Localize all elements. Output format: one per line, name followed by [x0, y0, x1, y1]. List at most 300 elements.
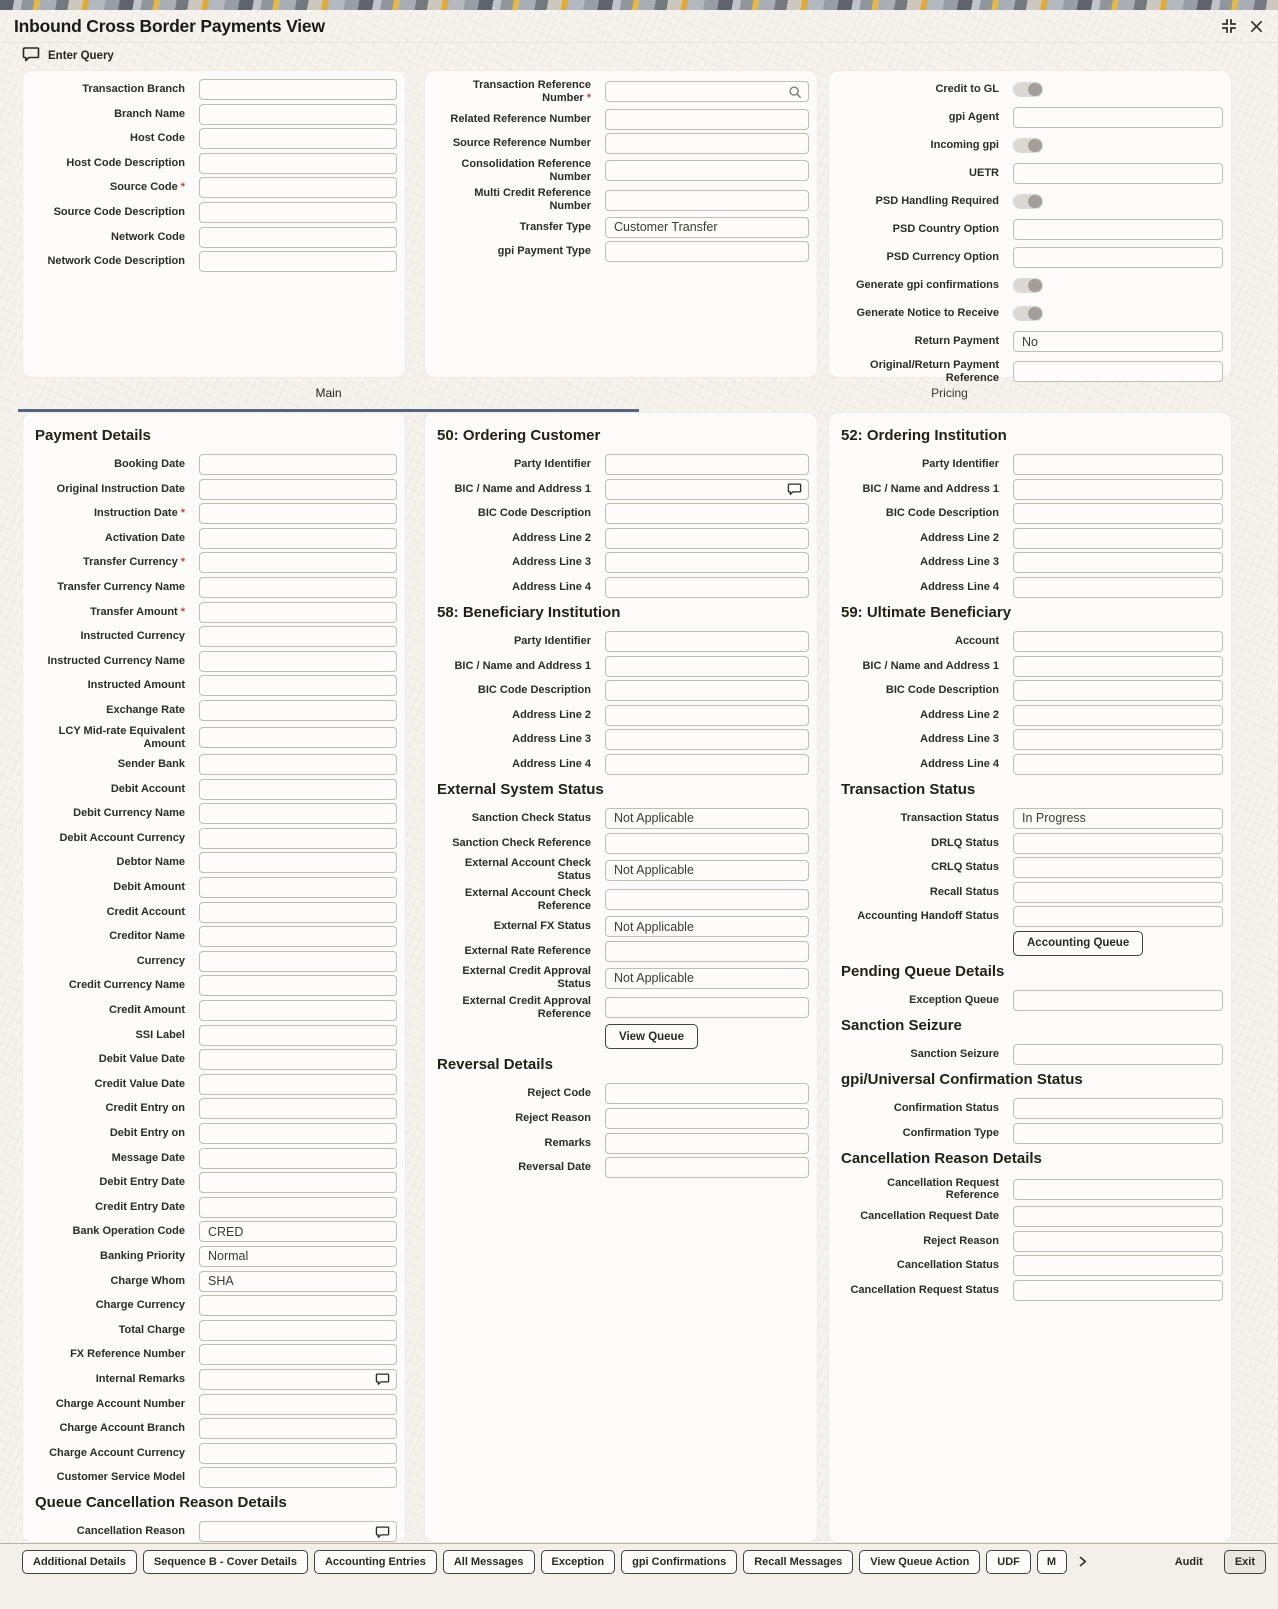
address-line-2-input[interactable] [1013, 528, 1223, 549]
field-row [433, 995, 809, 1021]
return-payment-input[interactable] [1013, 331, 1223, 352]
field-row [31, 902, 397, 923]
field-row [31, 1369, 397, 1390]
field-row [31, 202, 397, 223]
original-instruction-date-input[interactable] [199, 479, 397, 500]
field-row [31, 852, 397, 873]
ssi-label-input[interactable] [199, 1025, 397, 1046]
field-label-text: BIC Code Description [885, 507, 999, 520]
confirmation-type-input[interactable] [1013, 1123, 1223, 1144]
field-label-text: Confirmation Type [902, 1126, 999, 1139]
field-row [433, 916, 809, 937]
field-label-address-line-2 [433, 532, 605, 545]
field-label-source-code-description [31, 206, 199, 219]
bic-code-description-input[interactable] [1013, 680, 1223, 701]
field-label-transfer-currency [31, 556, 199, 569]
exception-button[interactable]: Exception [541, 1550, 616, 1574]
field-row [837, 705, 1223, 726]
field-label-text: UETR [969, 167, 999, 180]
cancellation-request-reference-input[interactable] [1013, 1179, 1223, 1200]
cancellation-request-status-input[interactable] [1013, 1280, 1223, 1301]
section-title-reversal-details: Reversal Details [437, 1056, 553, 1074]
field-label-party-identifier [837, 458, 1013, 471]
customer-service-model-input[interactable] [199, 1467, 397, 1488]
charge-whom-input[interactable] [199, 1271, 397, 1292]
sender-bank-input[interactable] [199, 754, 397, 775]
crlq-status-input[interactable] [1013, 857, 1223, 878]
field-row [433, 1083, 809, 1104]
field-label-text: Bank Operation Code [72, 1225, 185, 1238]
lcy-mid-rate-equivalent-amount-input[interactable] [199, 727, 397, 748]
field-row [31, 79, 397, 100]
field-row [31, 1123, 397, 1144]
address-line-3-input[interactable] [605, 552, 809, 573]
field-label-text: Instructed Amount [87, 679, 185, 692]
instruction-date-input[interactable] [199, 503, 397, 524]
view-queue-button[interactable]: View Queue [605, 1024, 698, 1049]
section-title-gpi-universal-confirmation-status: gpi/Universal Confirmation Status [841, 1070, 1083, 1088]
psd-handling-required-toggle[interactable] [1013, 194, 1043, 209]
bic-code-description-input[interactable] [1013, 503, 1223, 524]
field-label-confirmation-type [837, 1127, 1013, 1140]
related-reference-number-input[interactable] [605, 109, 809, 130]
instructed-currency-name-input[interactable] [199, 651, 397, 672]
field-row [31, 454, 397, 475]
field-label-text: Sender Bank [117, 758, 185, 771]
field-row [433, 1024, 809, 1049]
cancellation-reason-input[interactable] [199, 1521, 397, 1542]
host-code-description-input[interactable] [199, 153, 397, 174]
address-line-3-input[interactable] [1013, 552, 1223, 573]
transfer-type-input[interactable] [605, 217, 809, 238]
external-credit-approval-status-input[interactable] [605, 968, 809, 989]
reject-reason-input[interactable] [605, 1108, 809, 1129]
required-marker: * [586, 91, 591, 104]
field-label-bank-operation-code [31, 1225, 199, 1238]
address-line-3-input[interactable] [1013, 729, 1223, 750]
external-credit-approval-reference-input[interactable] [605, 997, 809, 1018]
field-row [837, 552, 1223, 573]
field-label-text: Sanction Seizure [910, 1047, 999, 1060]
field-row [433, 887, 809, 913]
credit-entry-date-input[interactable] [199, 1197, 397, 1218]
accounting-entries-button[interactable]: Accounting Entries [314, 1550, 437, 1574]
field-row [837, 729, 1223, 750]
debit-entry-date-input[interactable] [199, 1172, 397, 1193]
bic-name-and-address-1-input[interactable] [605, 656, 809, 677]
external-account-check-status-input[interactable] [605, 860, 809, 881]
field-row [837, 303, 1223, 324]
transaction-status-input[interactable] [1013, 808, 1223, 829]
message-date-input[interactable] [199, 1148, 397, 1169]
section-title-58-beneficiary-institution: 58: Beneficiary Institution [437, 603, 621, 621]
field-label-text: Original/Return Payment Reference [870, 359, 999, 384]
bank-operation-code-input[interactable] [199, 1221, 397, 1242]
enter-query-bar[interactable] [22, 45, 114, 67]
field-row [31, 1344, 397, 1365]
field-label-text: Reject Reason [923, 1234, 999, 1247]
instructed-currency-input[interactable] [199, 626, 397, 647]
additional-details-button[interactable]: Additional Details [22, 1550, 137, 1574]
field-label-text: Banking Priority [100, 1249, 185, 1262]
instructed-amount-input[interactable] [199, 675, 397, 696]
field-label-related-reference-number [433, 113, 605, 126]
address-line-4-input[interactable] [605, 754, 809, 775]
expand-icon[interactable] [1221, 18, 1237, 34]
section-title-transaction-status: Transaction Status [841, 780, 976, 798]
external-account-check-reference-input[interactable] [605, 889, 809, 910]
sanction-seizure-input[interactable] [1013, 1044, 1223, 1065]
bic-name-and-address-1-input[interactable] [1013, 479, 1223, 500]
field-label-text: Debit Entry Date [99, 1176, 185, 1189]
field-row [31, 1025, 397, 1046]
title-bar [0, 10, 1278, 43]
all-messages-button[interactable]: All Messages [443, 1550, 535, 1574]
comment-icon[interactable] [787, 483, 802, 496]
address-line-4-input[interactable] [1013, 754, 1223, 775]
transfer-currency-input[interactable] [199, 552, 397, 573]
field-label-text: Customer Service Model [56, 1471, 185, 1484]
field-row [837, 219, 1223, 240]
field-label-text: Credit Account [106, 905, 185, 918]
bic-name-and-address-1-input[interactable] [1013, 656, 1223, 677]
field-label-debtor-name [31, 856, 199, 869]
field-row [31, 1148, 397, 1169]
field-row [31, 1394, 397, 1415]
field-row [837, 833, 1223, 854]
exchange-rate-input[interactable] [199, 700, 397, 721]
recall-status-input[interactable] [1013, 882, 1223, 903]
field-label-debit-currency-name [31, 807, 199, 820]
field-row [433, 705, 809, 726]
field-label-transfer-currency-name [31, 581, 199, 594]
creditor-name-input[interactable] [199, 926, 397, 947]
cancellation-status-input[interactable] [1013, 1255, 1223, 1276]
tab-main-label: Main [315, 386, 342, 400]
search-icon[interactable] [788, 85, 802, 99]
field-label-gpi-agent [837, 111, 1013, 124]
field-label-consolidation-reference-number [433, 158, 605, 184]
address-line-4-input[interactable] [605, 577, 809, 598]
field-row [837, 754, 1223, 775]
reject-code-input[interactable] [605, 1083, 809, 1104]
address-line-2-input[interactable] [605, 705, 809, 726]
activation-date-input[interactable] [199, 528, 397, 549]
party-identifier-input[interactable] [605, 454, 809, 475]
audit-button[interactable]: Audit [1164, 1550, 1214, 1574]
field-label-reject-reason [837, 1235, 1013, 1248]
field-label-debit-account-currency [31, 832, 199, 845]
external-fx-status-input[interactable] [605, 916, 809, 937]
field-label-text: Confirmation Status [893, 1101, 999, 1114]
field-row [31, 528, 397, 549]
tab-pricing-label: Pricing [931, 386, 968, 400]
field-row [433, 79, 809, 105]
field-label-text: Charge Whom [110, 1274, 185, 1287]
field-label-network-code-description [31, 255, 199, 268]
field-row [837, 1177, 1223, 1203]
field-row [31, 1467, 397, 1488]
charge-account-number-input[interactable] [199, 1394, 397, 1415]
field-label-text: BIC Code Description [885, 684, 999, 697]
field-row [31, 1049, 397, 1070]
field-label-instruction-date [31, 507, 199, 520]
ordering-customer-column [424, 412, 818, 1543]
field-row [31, 1074, 397, 1095]
network-code-description-input[interactable] [199, 251, 397, 272]
view-queue-action-button[interactable]: View Queue Action [859, 1550, 980, 1574]
field-row [837, 1123, 1223, 1144]
debit-amount-input[interactable] [199, 877, 397, 898]
address-line-3-input[interactable] [605, 729, 809, 750]
transaction-reference-number-input[interactable] [605, 81, 809, 102]
field-row [31, 803, 397, 824]
field-label-address-line-2 [433, 709, 605, 722]
field-label-address-line-4 [837, 581, 1013, 594]
field-row [433, 217, 809, 238]
field-label-creditor-name [31, 930, 199, 943]
gpi-agent-input[interactable] [1013, 107, 1223, 128]
sanction-check-reference-input[interactable] [605, 833, 809, 854]
field-label-debit-amount [31, 881, 199, 894]
field-label-text: BIC Code Description [477, 507, 591, 520]
field-label-address-line-3 [433, 556, 605, 569]
field-label-text: Related Reference Number [450, 112, 591, 125]
field-label-lcy-mid-rate-equivalent-amount [31, 725, 199, 751]
field-row [31, 828, 397, 849]
field-label-psd-country-option [837, 223, 1013, 236]
debit-entry-on-input[interactable] [199, 1123, 397, 1144]
debit-account-input[interactable] [199, 779, 397, 800]
field-label-text: Credit Currency Name [68, 979, 185, 992]
field-label-text: Network Code [111, 230, 185, 243]
field-row [31, 1221, 397, 1242]
gpi-payment-type-input[interactable] [605, 241, 809, 262]
field-row [837, 135, 1223, 156]
field-label-text: Transaction Reference Number [473, 79, 591, 104]
sanction-check-status-input[interactable] [605, 808, 809, 829]
field-row [837, 680, 1223, 701]
recall-messages-button[interactable]: Recall Messages [743, 1550, 853, 1574]
field-label-address-line-3 [837, 733, 1013, 746]
field-row [433, 1157, 809, 1178]
toggle-knob [1028, 279, 1042, 292]
tab-pricing[interactable] [639, 378, 1260, 412]
field-label-text: Creditor Name [109, 930, 185, 943]
field-row [837, 906, 1223, 927]
comment-icon [22, 46, 40, 67]
field-label-address-line-2 [837, 532, 1013, 545]
required-marker: * [180, 507, 185, 520]
field-label-text: BIC / Name and Address 1 [454, 482, 591, 495]
field-label-text: Instructed Currency Name [47, 654, 185, 667]
party-identifier-input[interactable] [605, 631, 809, 652]
exit-button[interactable]: Exit [1224, 1550, 1266, 1574]
field-label-external-credit-approval-status [433, 965, 605, 991]
field-row [31, 552, 397, 573]
field-label-text: Network Code Description [47, 255, 185, 268]
field-label-text: SSI Label [135, 1028, 185, 1041]
credit-currency-name-input[interactable] [199, 975, 397, 996]
reject-reason-input[interactable] [1013, 1231, 1223, 1252]
field-label-bic-code-description [837, 684, 1013, 697]
close-icon[interactable] [1249, 19, 1264, 34]
source-code-description-input[interactable] [199, 202, 397, 223]
source-reference-number-input[interactable] [605, 133, 809, 154]
field-label-text: Cancellation Reason [76, 1525, 185, 1538]
psd-country-option-input[interactable] [1013, 219, 1223, 240]
field-label-bic-name-and-address-1 [837, 660, 1013, 673]
account-input[interactable] [1013, 631, 1223, 652]
accounting-handoff-status-input[interactable] [1013, 906, 1223, 927]
field-label-debit-account [31, 783, 199, 796]
bic-name-and-address-1-input[interactable] [605, 479, 809, 500]
field-label-confirmation-status [837, 1102, 1013, 1115]
transfer-amount-input[interactable] [199, 602, 397, 623]
field-label-drlq-status [837, 837, 1013, 850]
address-line-2-input[interactable] [1013, 705, 1223, 726]
field-label-text: Total Charge [118, 1323, 185, 1336]
field-row [837, 990, 1223, 1011]
debit-account-currency-input[interactable] [199, 828, 397, 849]
field-label-accounting-handoff-status [837, 910, 1013, 923]
transaction-panel [22, 70, 406, 378]
remarks-input[interactable] [605, 1133, 809, 1154]
charge-account-branch-input[interactable] [199, 1418, 397, 1439]
incoming-gpi-toggle[interactable] [1013, 138, 1043, 153]
accounting-queue-button[interactable]: Accounting Queue [1013, 931, 1143, 956]
field-label-text: Currency [136, 954, 185, 967]
field-label-text: Transfer Currency [82, 556, 178, 569]
transaction-branch-input[interactable] [199, 79, 397, 100]
credit-value-date-input[interactable] [199, 1074, 397, 1095]
field-row [837, 331, 1223, 352]
multi-credit-reference-number-input[interactable] [605, 190, 809, 211]
field-label-text: Exception Queue [909, 993, 999, 1006]
field-label-party-identifier [433, 458, 605, 471]
field-label-address-line-3 [837, 556, 1013, 569]
field-label-text: Address Line 4 [512, 580, 591, 593]
required-marker: * [180, 556, 185, 569]
gpi-confirmations-button[interactable]: gpi Confirmations [621, 1550, 737, 1574]
field-label-text: Sanction Check Reference [452, 836, 591, 849]
charge-account-currency-input[interactable] [199, 1443, 397, 1464]
party-identifier-input[interactable] [1013, 454, 1223, 475]
internal-remarks-input[interactable] [199, 1369, 397, 1390]
field-label-text: External Credit Approval Reference [462, 994, 591, 1020]
drlq-status-input[interactable] [1013, 833, 1223, 854]
section-title-52-ordering-institution: 52: Ordering Institution [841, 427, 1007, 444]
field-row [837, 107, 1223, 128]
uetr-input[interactable] [1013, 163, 1223, 184]
comment-icon[interactable] [375, 1373, 390, 1386]
field-label-text: Activation Date [104, 531, 185, 544]
field-label-crlq-status [837, 861, 1013, 874]
address-line-2-input[interactable] [605, 528, 809, 549]
credit-to-gl-toggle[interactable] [1013, 82, 1043, 97]
field-label-text: Multi Credit Reference Number [474, 187, 591, 213]
host-code-input[interactable] [199, 128, 397, 149]
generate-notice-to-receive-toggle[interactable] [1013, 306, 1043, 321]
debit-value-date-input[interactable] [199, 1049, 397, 1070]
tab-main[interactable] [18, 378, 639, 412]
sequence-b-cover-details-button[interactable]: Sequence B - Cover Details [143, 1550, 308, 1574]
reversal-date-input[interactable] [605, 1157, 809, 1178]
psd-currency-option-input[interactable] [1013, 247, 1223, 268]
confirmation-status-input[interactable] [1013, 1098, 1223, 1119]
comment-icon[interactable] [375, 1525, 390, 1538]
address-line-4-input[interactable] [1013, 577, 1223, 598]
debtor-name-input[interactable] [199, 852, 397, 873]
currency-input[interactable] [199, 951, 397, 972]
banking-priority-input[interactable] [199, 1246, 397, 1267]
field-row [837, 1206, 1223, 1227]
field-label-charge-account-branch [31, 1422, 199, 1435]
charge-currency-input[interactable] [199, 1295, 397, 1316]
transfer-currency-name-input[interactable] [199, 577, 397, 598]
fx-reference-number-input[interactable] [199, 1344, 397, 1365]
field-label-text: Cancellation Request Reference [887, 1176, 999, 1202]
field-label-return-payment [837, 335, 1013, 348]
credit-entry-on-input[interactable] [199, 1098, 397, 1119]
bic-code-description-input[interactable] [605, 680, 809, 701]
debit-currency-name-input[interactable] [199, 803, 397, 824]
exception-queue-input[interactable] [1013, 990, 1223, 1011]
field-label-sanction-seizure [837, 1048, 1013, 1061]
field-row [433, 479, 809, 500]
credit-account-input[interactable] [199, 902, 397, 923]
cancellation-request-date-input[interactable] [1013, 1206, 1223, 1227]
external-rate-reference-input[interactable] [605, 941, 809, 962]
field-label-reject-reason [433, 1112, 605, 1125]
network-code-input[interactable] [199, 227, 397, 248]
field-label-address-line-2 [837, 709, 1013, 722]
credit-amount-input[interactable] [199, 1000, 397, 1021]
bic-code-description-input[interactable] [605, 503, 809, 524]
field-row [433, 857, 809, 883]
total-charge-input[interactable] [199, 1320, 397, 1341]
booking-date-input[interactable] [199, 454, 397, 475]
field-label-external-fx-status [433, 920, 605, 933]
generate-gpi-confirmations-toggle[interactable] [1013, 278, 1043, 293]
field-row [837, 1098, 1223, 1119]
field-label-host-code [31, 132, 199, 145]
field-label-text: Cancellation Status [896, 1259, 999, 1272]
field-row [433, 1133, 809, 1154]
m-button[interactable]: M [1037, 1550, 1067, 1574]
field-label-message-date [31, 1152, 199, 1165]
field-row [31, 626, 397, 647]
chevron-right-icon[interactable] [1076, 1555, 1089, 1568]
bottom-toolbar [0, 1543, 1278, 1609]
field-row [433, 941, 809, 962]
branch-name-input[interactable] [199, 104, 397, 125]
udf-button[interactable]: UDF [986, 1550, 1031, 1574]
field-label-host-code-description [31, 157, 199, 170]
field-label-reject-code [433, 1087, 605, 1100]
field-label-text: Reject Code [527, 1087, 591, 1100]
field-label-text: PSD Currency Option [886, 251, 999, 264]
consolidation-reference-number-input[interactable] [605, 160, 809, 181]
required-marker: * [180, 181, 185, 194]
enter-query-label: Enter Query [48, 50, 114, 62]
field-label-debit-value-date [31, 1053, 199, 1066]
field-label-branch-name [31, 108, 199, 121]
source-code-input[interactable] [199, 177, 397, 198]
section-title-queue-cancellation-reason-details: Queue Cancellation Reason Details [35, 1494, 287, 1512]
field-label-original-instruction-date [31, 483, 199, 496]
field-row [837, 247, 1223, 268]
